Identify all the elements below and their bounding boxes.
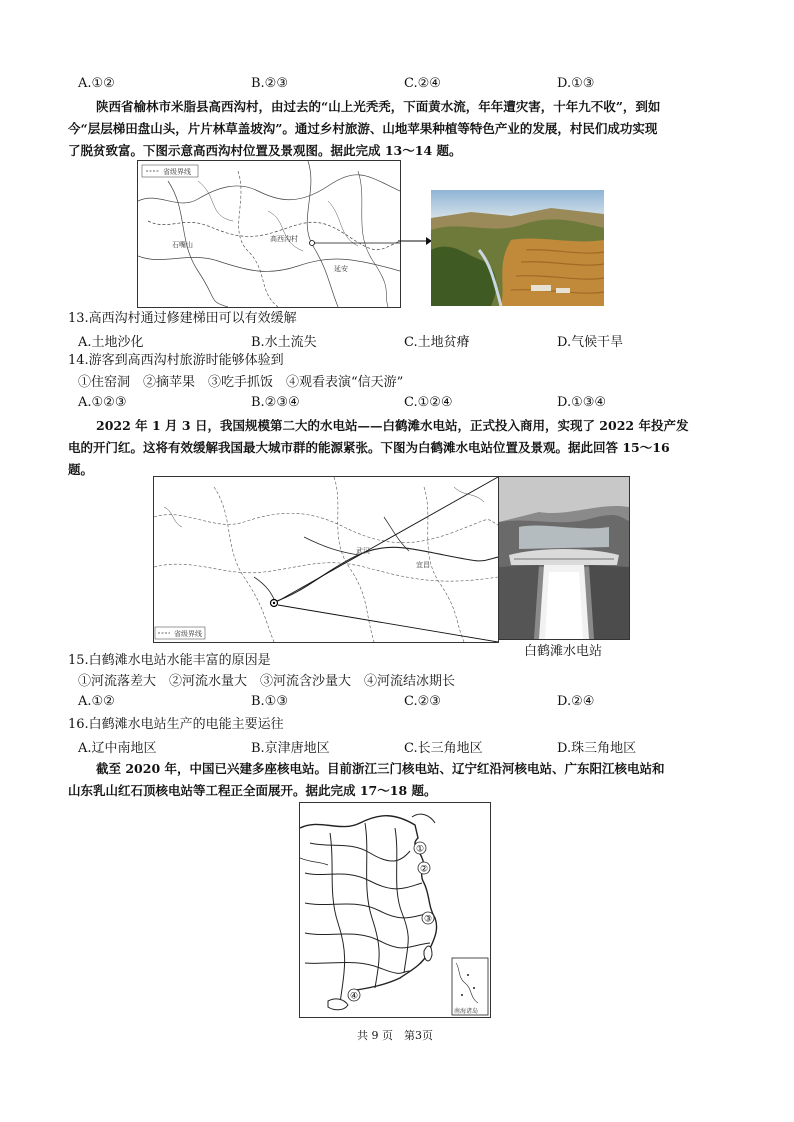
map2-label-a: 武汉 — [356, 547, 370, 555]
intro17-line1: 截至 2020 年，中国已兴建多座核电站。目前浙江三门核电站、辽宁红沿河核电站、广东阳江核电站和 — [96, 761, 665, 776]
map2-label-b: 宜昌 — [416, 561, 430, 569]
q12-option-d: D.①③ — [557, 76, 595, 91]
map2-legend: 省级界线 — [174, 630, 202, 638]
arrow-to-photo — [398, 236, 432, 246]
q14-option-b: B.②③④ — [251, 395, 300, 410]
q14-option-d: D.①③④ — [557, 395, 607, 410]
q15-option-d: D.②④ — [557, 694, 595, 709]
q13-option-c: C.土地贫瘠 — [404, 335, 470, 350]
south-sea-inset — [452, 958, 488, 1015]
map1-legend: 省级界线 — [163, 168, 191, 176]
q13-option-b: B.水土流失 — [251, 335, 317, 350]
page-footer: 共 9 页 第3页 — [357, 1029, 433, 1042]
intro13-line1: 陕西省榆林市米脂县高西沟村，由过去的“山上光秃秃，下面黄水流，年年遭灾害，十年九不收”，到如 — [96, 99, 661, 114]
q14-option-a: A.①②③ — [78, 395, 127, 410]
marker-1: ① — [415, 844, 425, 855]
q14-option-c: C.①②④ — [404, 395, 453, 410]
intro15-line1: 2022 年 1 月 3 日，我国规模第二大的水电站——白鹤滩水电站，正式投入商用，实现了 2022 年投产发 — [96, 418, 689, 433]
q15-items: ①河流落差大 ②河流水量大 ③河流含沙量大 ④河流结冰期长 — [78, 674, 456, 689]
marker-4: ④ — [349, 991, 359, 1002]
q15-stem: 15.白鹤滩水电站水能丰富的原因是 — [68, 653, 271, 668]
location-map-baihetan — [153, 476, 499, 643]
q14-stem: 14.游客到高西沟村旅游时能够体验到 — [68, 353, 284, 368]
map3-drawing — [300, 803, 490, 1017]
bottom-city-label: 延安 — [334, 265, 348, 273]
q16-option-a: A.辽中南地区 — [78, 741, 157, 756]
q15-option-b: B.①③ — [251, 694, 288, 709]
q12-option-c: C.②④ — [404, 76, 441, 91]
intro15-line2: 电的开门红。这将有效缓解我国最大城市群的能源紧张。下图为白鹤滩水电站位置及景观。据此回答 15～16 — [68, 440, 670, 455]
map-drawing — [138, 161, 400, 307]
q16-option-c: C.长三角地区 — [404, 741, 483, 756]
q14-items: ①住窑洞 ②摘苹果 ③吃手抓饭 ④观看表演“信天游” — [78, 375, 404, 390]
q13-stem: 13.高西沟村通过修建梯田可以有效缓解 — [68, 311, 297, 326]
q15-option-c: C.②③ — [404, 694, 441, 709]
intro13-line2: 今“层层梯田盘山头，片片林草盖坡沟”。通过乡村旅游、山地苹果种植等特色产业的发展，村民们成功实现 — [68, 121, 658, 136]
village-label: 高西沟村 — [270, 235, 298, 243]
intro15-line3: 题。 — [68, 462, 94, 477]
q15-option-a: A.①② — [78, 694, 115, 709]
inset-label: 南海诸岛 — [454, 1008, 479, 1015]
dam-photo-caption: 白鹤滩水电站 — [524, 644, 603, 659]
q16-option-d: D.珠三角地区 — [557, 741, 637, 756]
intro13-line3: 了脱贫致富。下图示意高西沟村位置及景观图。据此完成 13～14 题。 — [68, 143, 462, 158]
gaoxigou-landscape-photo — [431, 190, 604, 306]
location-map-gaoxigou — [137, 160, 401, 308]
q12-option-b: B.②③ — [251, 76, 288, 91]
nuclear-plants-map — [299, 802, 491, 1018]
q13-option-a: A.土地沙化 — [78, 335, 144, 350]
marker-3: ③ — [423, 914, 433, 925]
marker-2: ② — [419, 864, 429, 875]
q16-stem: 16.白鹤滩水电站生产的电能主要运往 — [68, 717, 284, 732]
q12-option-a: A.①② — [78, 76, 115, 91]
map2-drawing — [154, 477, 498, 642]
intro17-line2: 山东乳山红石顶核电站等工程正全面展开。据此完成 17～18 题。 — [68, 783, 437, 798]
left-city-label: 石嘴山 — [172, 241, 193, 249]
q16-option-b: B.京津唐地区 — [251, 741, 330, 756]
baihetan-dam-photo — [498, 476, 630, 640]
q13-option-d: D.气候干旱 — [557, 335, 624, 350]
